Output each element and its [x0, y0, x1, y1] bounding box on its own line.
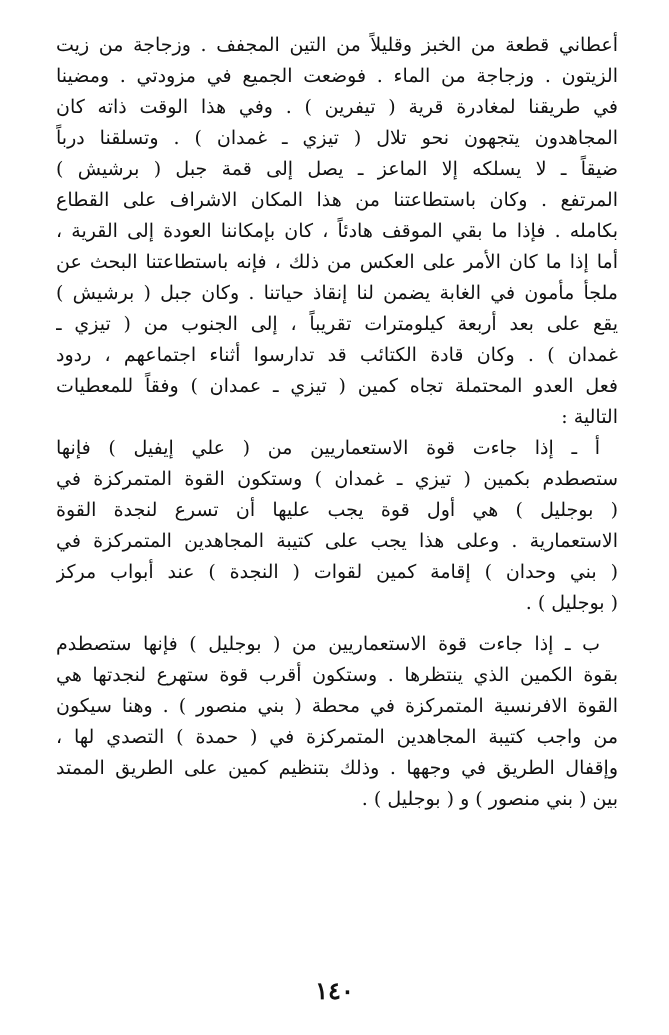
- book-page: [56, 30, 618, 815]
- text-line: أما إذا ما كان الأمر على العكس من ذلك ، فإنه باستطاعتنا البحث عن: [56, 251, 618, 273]
- paragraph-spacer: [56, 619, 618, 629]
- text-line: التالية :: [561, 406, 618, 428]
- text-line: من واجب كتيبة المجاهدين المتمركزة في ( حمدة ) التصدي لها ،: [56, 726, 618, 748]
- text-line: بين ( بني منصور ) و ( بوجليل ) .: [361, 788, 618, 810]
- text-line: وإقفال الطريق في وجهها . وذلك بتنظيم كمين على الطريق الممتد: [56, 757, 618, 779]
- text-line: يقع على بعد أربعة كيلومترات تقريباً ، إلى الجنوب من ( تيزي ـ: [56, 313, 618, 335]
- text-line: المرتفع . وكان باستطاعتنا من هذا المكان الاشراف على القطاع: [56, 189, 618, 211]
- text-line: القوة الافرنسية المتمركزة في محطة ( بني منصور ) . وهنا سيكون: [56, 695, 618, 717]
- text-line: ( بوجليل ) .: [525, 592, 618, 614]
- text-line: أ ـ إذا جاءت قوة الاستعماريين من ( علي إيفيل ) فإنها: [56, 437, 600, 459]
- text-line: غمدان ) . وكان قادة الكتائب قد تدارسوا أثناء اجتماعهم ، ردود: [56, 344, 618, 366]
- text-line: بكامله . فإذا ما بقي الموقف هادئاً ، كان بإمكاننا العودة إلى القرية ،: [56, 220, 618, 242]
- text-line: فعل العدو المحتملة تجاه كمين ( تيزي ـ عمدان ) وفقاً للمعطيات: [56, 375, 618, 397]
- text-line: ( بني وحدان ) إقامة كمين لقوات ( النجدة ) عند أبواب مركز: [56, 561, 618, 583]
- text-line: المجاهدون يتجهون نحو تلال ( تيزي ـ غمدان ) . وتسلقنا درباً: [56, 127, 618, 149]
- text-line: في طريقنا لمغادرة قرية ( تيفرين ) . وفي هذا الوقت ذاته كان: [56, 96, 618, 118]
- text-line: ملجأ مأمون في الغابة يضمن لنا إنقاذ حياتنا . وكان جبل ( برشيش ): [56, 282, 618, 304]
- text-line: ( بوجليل ) هي أول قوة يجب عليها أن تسرع لنجدة القوة: [56, 499, 618, 521]
- text-line: ضيقاً ـ لا يسلكه إلا الماعز ـ يصل إلى قمة جبل ( برشيش ): [56, 158, 618, 180]
- text-line: أعطاني قطعة من الخبز وقليلاً من التين المجفف . وزجاجة من زيت: [56, 34, 618, 56]
- text-line: الاستعمارية . وعلى هذا يجب على كتيبة المجاهدين المتمركزة في: [56, 530, 618, 552]
- text-line: ب ـ إذا جاءت قوة الاستعماريين من ( بوجليل ) فإنها ستصطدم: [56, 633, 600, 655]
- text-line: بقوة الكمين الذي ينتظرها . وستكون أقرب قوة ستهرع لنجدتها هي: [56, 664, 618, 686]
- text-line: ستصطدم بكمين ( تيزي ـ غمدان ) وستكون القوة المتمركزة في: [56, 468, 618, 490]
- paragraph-case-a: [56, 433, 618, 619]
- text-line: الزيتون . وزجاجة من الماء . فوضعت الجميع في مزودتي . ومضينا: [56, 65, 618, 87]
- paragraph-intro: [56, 30, 618, 433]
- paragraph-case-b: [56, 629, 618, 815]
- page-number: ١٤٠: [315, 976, 354, 1005]
